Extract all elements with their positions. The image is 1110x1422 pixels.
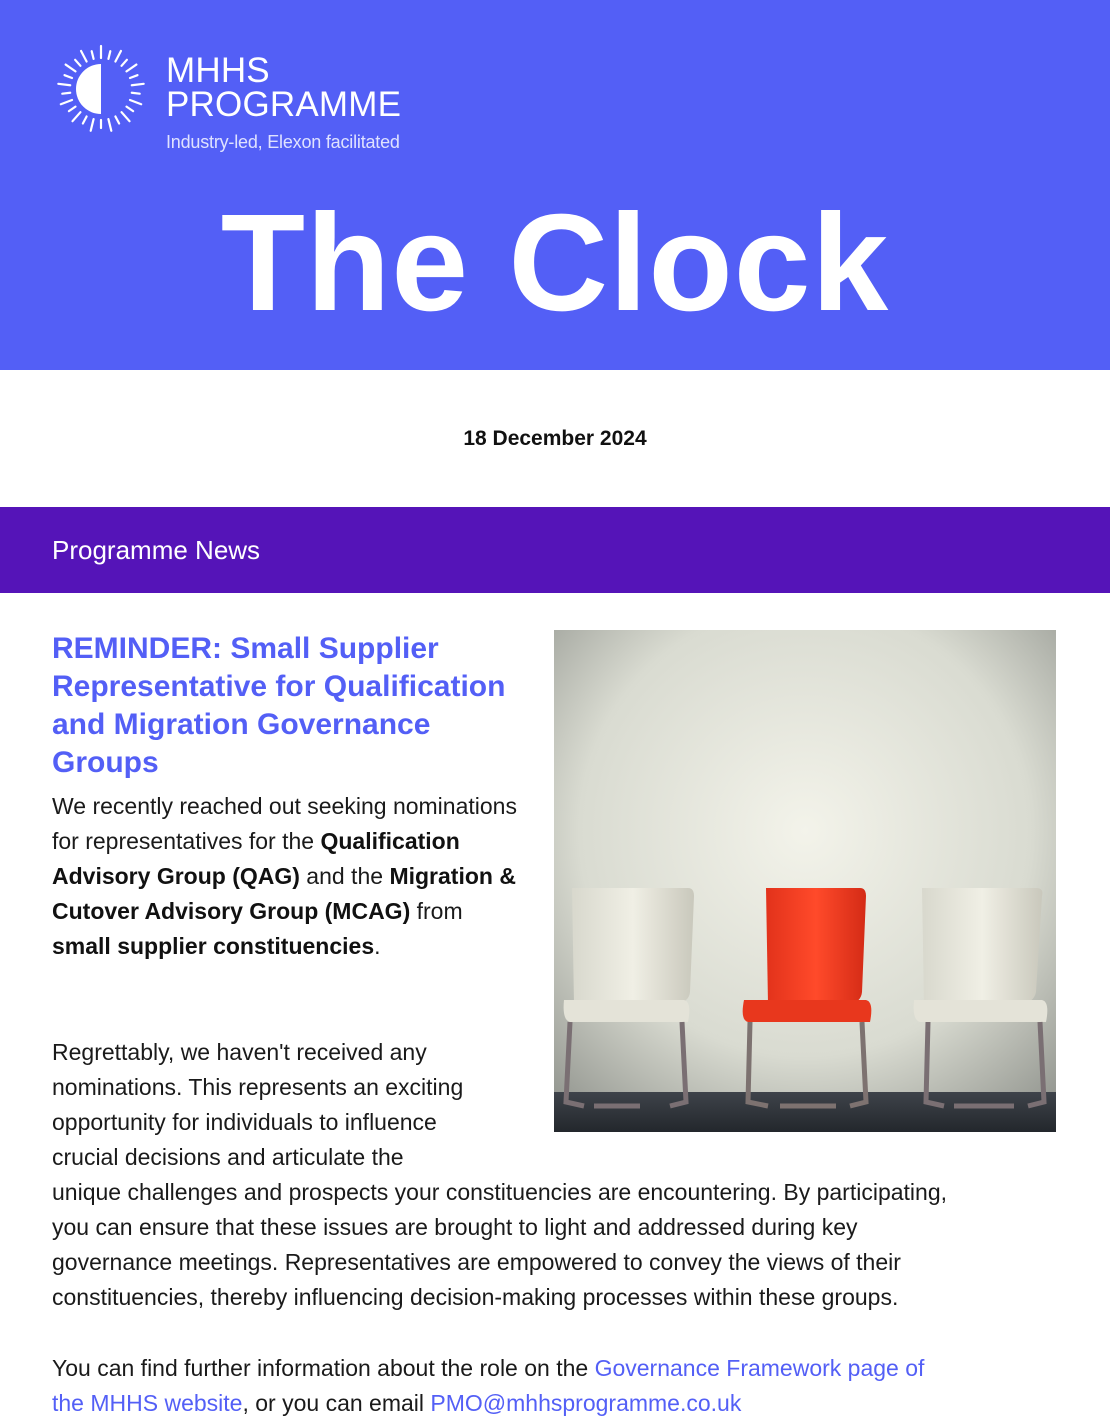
logo-ray (72, 112, 80, 121)
logo-ray (108, 119, 111, 131)
logo-ray (130, 100, 141, 104)
article-paragraph-2-continued: unique challenges and prospects your constituencies are encountering. By participating, you can ensure that these issues are brought to light and addressed during key governance meetings. Representatives are empowered to convey the views of their constituencies, thereby influencing decision-making processes within these groups. (52, 1179, 948, 1310)
logo-ray (115, 51, 121, 62)
logo-ray (81, 51, 87, 62)
logo-ray (115, 116, 119, 123)
logo-ray (61, 100, 72, 104)
article-paragraph-1: We recently reached out seeking nominations for representatives for the Qualification Advisory Group (QAG) and the Migration & Cutover Advisory Group (MCAG) from small supplier constituencies. (52, 793, 517, 959)
logo-ray (130, 75, 137, 78)
logo-ray (91, 119, 94, 131)
logo-ray (122, 60, 127, 66)
section-title: Programme News (52, 535, 261, 565)
section-header (0, 507, 1110, 593)
logo-ray (65, 75, 72, 78)
article-paragraph-2: Regrettably, we haven't received any nominations. This represents an exciting opportunity for individuals to influence crucial decisions and articulate the (52, 1039, 464, 1170)
logo-ray (62, 93, 70, 94)
logo-ray (127, 65, 137, 72)
brand-tagline: Industry-led, Elexon facilitated (166, 132, 400, 152)
issue-date: 18 December 2024 (463, 427, 647, 450)
article-paragraph-3: You can find further information about the role on the Governance Framework page of the MHHS website, or you can email PMO@mhhsprogramme.co.uk (52, 1355, 925, 1416)
logo-ray (58, 84, 70, 85)
article-heading: REMINDER: Small Supplier Representative for Qualification and Migration Governance Groups (52, 632, 506, 779)
logo-ray (69, 107, 76, 112)
logo-ray (66, 65, 76, 72)
newsletter-header (0, 0, 1110, 370)
logo-ray (122, 112, 130, 121)
brand-name-line1: MHHS (166, 51, 270, 90)
pmo-email-link[interactable]: PMO@mhhsprogramme.co.uk (430, 1390, 742, 1416)
chairs-photo (554, 630, 1056, 1132)
logo-ray (132, 84, 144, 85)
logo-ray (127, 107, 134, 112)
governance-framework-link[interactable]: Governance Framework page of (594, 1355, 925, 1381)
logo-ray (92, 51, 94, 59)
governance-framework-link-continued[interactable]: the MHHS website (52, 1390, 243, 1416)
logo-ray (132, 93, 140, 94)
newsletter-title: The Clock (220, 186, 890, 340)
brand-name-line2: PROGRAMME (166, 85, 402, 124)
logo-ray (108, 51, 110, 59)
brand-wordmark (166, 51, 402, 152)
half-sun-clock-icon (56, 44, 146, 134)
logo-ray (75, 60, 80, 66)
logo-ray (83, 116, 87, 123)
